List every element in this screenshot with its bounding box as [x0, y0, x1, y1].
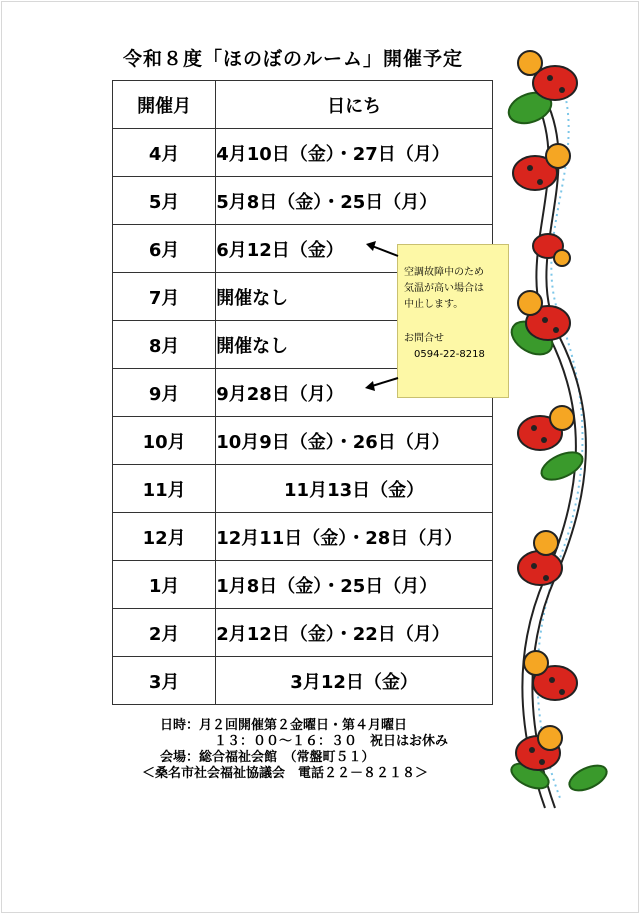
ladybug-icon: [513, 144, 570, 190]
ladybug-icon: [518, 51, 577, 100]
row-date: 9月28日（月）: [216, 369, 493, 417]
row-month: 9月: [113, 369, 216, 417]
row-date: 5月8日（金）・25日（月）: [216, 177, 493, 225]
table-row: [113, 561, 493, 609]
page-title: 令和８度「ほのぼのルーム」開催予定: [122, 48, 463, 70]
footer-organizer: ＜桑名市社会福祉協議会 電話２２－８２１８＞: [142, 766, 429, 781]
leaf-icon: [537, 447, 586, 486]
notice-box: [397, 244, 509, 398]
table-row: [113, 513, 493, 561]
ladybug-icon: [516, 726, 562, 770]
row-date: 10月9日（金）・26日（月）: [216, 417, 493, 465]
notice-contact-label: お問合せ: [404, 333, 444, 344]
row-date: 3月12日（金）: [216, 657, 493, 705]
row-date: 開催なし: [216, 321, 493, 369]
ladybug-icon: [518, 406, 574, 450]
row-date: 12月11日（金）・28日（月）: [216, 513, 493, 561]
ladybug-vine-icon: [500, 38, 640, 838]
table-row: [113, 657, 493, 705]
footer-time: １３：００～１６：３０ 祝日はお休み: [214, 734, 449, 749]
row-month: 3月: [113, 657, 216, 705]
notice-line: 気温が高い場合は: [404, 283, 484, 294]
ladybug-icon: [518, 531, 562, 585]
table-header-row: [113, 81, 493, 129]
header-date: 日にち: [216, 81, 493, 129]
footer-schedule: 日時：月２回開催第２金曜日・第４月曜日: [160, 718, 408, 733]
row-date: 1月8日（金）・25日（月）: [216, 561, 493, 609]
row-month: 11月: [113, 465, 216, 513]
row-month: 7月: [113, 273, 216, 321]
notice-line: 空調故障中のため: [404, 267, 484, 278]
row-date: 開催なし: [216, 273, 493, 321]
row-month: 10月: [113, 417, 216, 465]
row-date: 4月10日（金）・27日（月）: [216, 129, 493, 177]
row-month: 2月: [113, 609, 216, 657]
leaf-icon: [566, 760, 611, 795]
row-date: 11月13日（金）: [216, 465, 493, 513]
row-month: 12月: [113, 513, 216, 561]
footer-venue: 会場：総合福祉会館 （常盤町５１）: [160, 750, 375, 765]
row-month: 5月: [113, 177, 216, 225]
notice-phone: 0594-22-8218: [414, 349, 485, 360]
header-month: 開催月: [113, 81, 216, 129]
row-month: 1月: [113, 561, 216, 609]
table-row: [113, 177, 493, 225]
ladybug-icon: [533, 234, 570, 266]
row-month: 4月: [113, 129, 216, 177]
table-row: [113, 609, 493, 657]
notice-line: 中止します。: [404, 299, 464, 310]
footer-info: [112, 718, 493, 782]
row-date: 2月12日（金）・22日（月）: [216, 609, 493, 657]
table-row: [113, 465, 493, 513]
table-row: [113, 417, 493, 465]
row-date: 6月12日（金）: [216, 225, 493, 273]
row-month: 8月: [113, 321, 216, 369]
table-row: [113, 129, 493, 177]
row-month: 6月: [113, 225, 216, 273]
